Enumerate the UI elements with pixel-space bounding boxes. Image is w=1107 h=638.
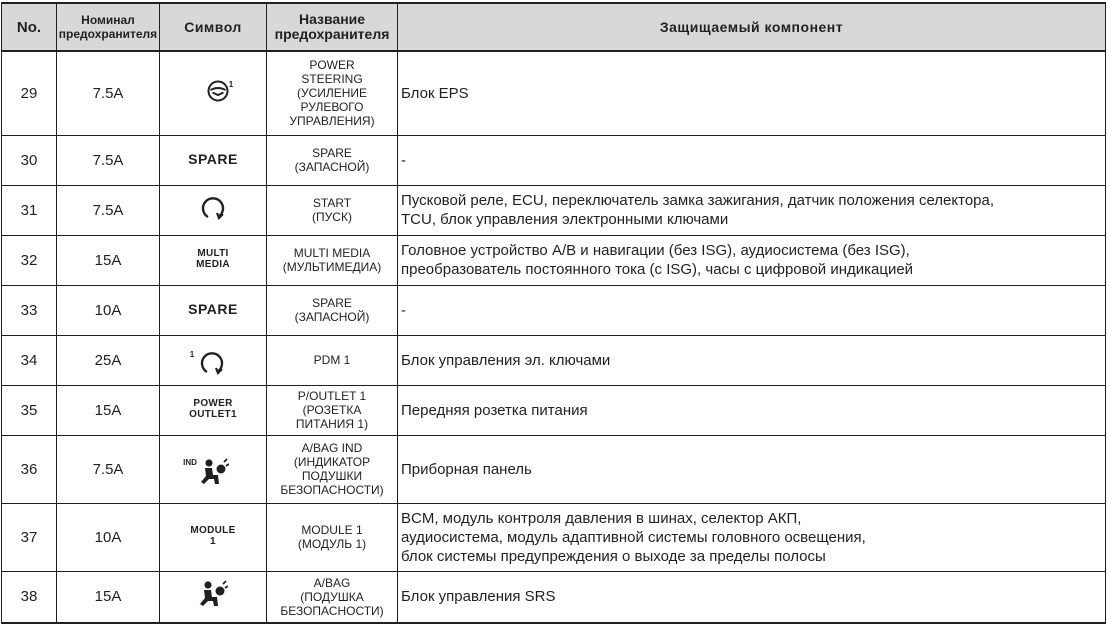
table-row — [2, 235, 1106, 285]
fuse-rating: 7.5A — [57, 185, 160, 235]
table-row — [2, 135, 1106, 185]
symbol-text: SPARE — [188, 301, 238, 317]
steering-wheel-icon — [207, 80, 229, 102]
protected-component — [398, 571, 1106, 623]
fuse-name-line: STEERING — [301, 72, 363, 87]
fuse-number: 29 — [2, 51, 57, 135]
symbol-line: MULTI — [197, 248, 229, 259]
fuse-number: 35 — [2, 385, 57, 435]
fuse-symbol — [160, 385, 267, 435]
fuse-number: 30 — [2, 135, 57, 185]
table-row — [2, 435, 1106, 503]
header-rating-line2: предохранителя — [58, 27, 158, 41]
fuse-symbol — [160, 235, 267, 285]
fuse-name-line: ПИТАНИЯ 1) — [295, 417, 369, 431]
fuse-name-line: (ПОДУШКА — [300, 589, 364, 604]
airbag-indicator-icon — [199, 458, 229, 486]
symbol-text — [189, 398, 237, 420]
fuse-name-line: SPARE — [312, 146, 352, 160]
component-line: Пусковой реле, ECU, переключатель замка зажигания, датчик положения селектора, — [401, 192, 995, 209]
fuse-symbol — [160, 435, 267, 503]
fuse-number: 31 — [2, 185, 57, 235]
fuse-name-line: PDM 1 — [313, 353, 351, 367]
fuse-name-line: (ПУСК) — [312, 210, 352, 224]
fuse-symbol — [160, 185, 267, 235]
fuse-name-line: БЕЗОПАСНОСТИ) — [280, 603, 384, 618]
fuse-rating: 15A — [57, 235, 160, 285]
fuse-name-line: (МУЛЬТИМЕДИА) — [282, 260, 382, 274]
fuse-name-line: A/BAG — [313, 575, 351, 590]
fuse-name-line: START — [312, 196, 352, 210]
fuse-name-line: (ЗАПАСНОЙ) — [294, 160, 370, 174]
symbol-line: OUTLET1 — [189, 409, 237, 420]
fuse-name-line: (ЗАПАСНОЙ) — [294, 310, 370, 324]
symbol-text — [196, 248, 230, 270]
symbol-line: POWER — [193, 398, 233, 409]
protected-component — [398, 385, 1106, 435]
fuse-name — [267, 335, 398, 385]
fuse-rating: 10A — [57, 503, 160, 571]
symbol-text: SPARE — [188, 151, 238, 167]
fuse-rating: 7.5A — [57, 51, 160, 135]
component-line: аудиосистема, модуль адаптивной системы головного освещения, — [401, 528, 866, 546]
symbol-line: MODULE — [190, 525, 236, 536]
fuse-symbol — [160, 285, 267, 335]
table-row — [2, 385, 1106, 435]
pdm-icon — [198, 350, 226, 376]
header-name-line2: предохранителя — [274, 26, 390, 42]
fuse-name — [267, 135, 398, 185]
fuse-number: 32 — [2, 235, 57, 285]
protected-component — [398, 285, 1106, 335]
fuse-name-line: (ИНДИКАТОР — [293, 455, 371, 469]
fuse-name-line: P/OUTLET 1 — [297, 389, 367, 403]
fuse-name-line: SPARE — [312, 296, 352, 310]
protected-component — [398, 503, 1106, 571]
fuse-rating: 15A — [57, 571, 160, 623]
fuse-name-line: ПОДУШКИ — [301, 469, 363, 483]
symbol-text — [190, 525, 235, 547]
component-line: BCM, модуль контроля давления в шинах, селектор АКП, — [401, 509, 802, 527]
table-row — [2, 51, 1106, 135]
fuse-name-line: УПРАВЛЕНИЯ) — [289, 114, 375, 129]
component-line: - — [401, 301, 406, 319]
fuse-name-line: A/BAG IND — [301, 441, 363, 455]
fuse-number: 37 — [2, 503, 57, 571]
table-row — [2, 571, 1106, 623]
header-name-line1: Название — [298, 11, 366, 27]
component-line: Блок управления эл. ключами — [401, 351, 611, 369]
symbol-superscript: 1 — [228, 79, 234, 89]
airbag-icon — [198, 580, 228, 608]
table-row — [2, 285, 1106, 335]
fuse-number: 33 — [2, 285, 57, 335]
header-rating — [57, 3, 160, 51]
fuse-name — [267, 435, 398, 503]
component-line: блок системы предупреждения о выходе за пределы полосы — [401, 547, 826, 565]
fuse-number: 36 — [2, 435, 57, 503]
protected-component — [398, 135, 1106, 185]
fuse-rating: 7.5A — [57, 135, 160, 185]
fuse-rating: 7.5A — [57, 435, 160, 503]
fuse-symbol — [160, 503, 267, 571]
fuse-symbol — [160, 571, 267, 623]
fuse-name — [267, 503, 398, 571]
fuse-name — [267, 285, 398, 335]
protected-component — [398, 185, 1106, 235]
header-no: No. — [2, 3, 57, 51]
table-row — [2, 503, 1106, 571]
component-line: преобразователь постоянного тока (с ISG), часы с цифровой индикацией — [401, 261, 914, 278]
fuse-name-line: (РОЗЕТКА — [302, 403, 362, 417]
symbol-superscript: 1 — [189, 350, 195, 359]
fuse-rating: 15A — [57, 385, 160, 435]
fuse-name-line: БЕЗОПАСНОСТИ) — [280, 483, 384, 497]
component-line: Передняя розетка питания — [401, 401, 588, 419]
header-row — [2, 3, 1106, 51]
fuse-number: 34 — [2, 335, 57, 385]
table-row — [2, 335, 1106, 385]
protected-component — [398, 335, 1106, 385]
fuse-name-line: MODULE 1 — [301, 523, 363, 537]
fuse-name-line: MULTI MEDIA — [293, 246, 371, 260]
fuse-name — [267, 185, 398, 235]
protected-component — [398, 51, 1106, 135]
component-line: Головное устройство A/B и навигации (без ISG), аудиосистема (без ISG), — [401, 242, 910, 259]
fuse-name — [267, 235, 398, 285]
fuse-name — [267, 385, 398, 435]
fuse-symbol — [160, 335, 267, 385]
header-symbol: Символ — [160, 3, 267, 51]
fuse-name-line: (МОДУЛЬ 1) — [297, 537, 367, 551]
fuse-symbol — [160, 135, 267, 185]
fuse-name — [267, 571, 398, 623]
symbol-line: MEDIA — [196, 259, 230, 270]
component-line: - — [401, 151, 406, 169]
component-line: TCU, блок управления электронными ключами — [401, 211, 729, 228]
fuse-number: 38 — [2, 571, 57, 623]
header-rating-line1: Номинал — [81, 13, 135, 27]
fuse-name — [267, 51, 398, 135]
component-line: Приборная панель — [401, 460, 532, 478]
header-name — [267, 3, 398, 51]
fuse-name-line: POWER — [309, 58, 355, 73]
fuse-name-line: (УСИЛЕНИЕ — [296, 86, 368, 101]
protected-component — [398, 235, 1106, 285]
header-component: Защищаемый компонент — [398, 3, 1106, 51]
start-icon — [199, 195, 227, 221]
fuse-name-line: РУЛЕВОГО — [300, 100, 364, 115]
component-line: Блок EPS — [401, 84, 469, 102]
fuse-symbol — [160, 51, 267, 135]
table-row — [2, 185, 1106, 235]
fuse-rating: 10A — [57, 285, 160, 335]
protected-component — [398, 435, 1106, 503]
fuse-rating: 25A — [57, 335, 160, 385]
fuse-table — [1, 2, 1106, 624]
component-line: Блок управления SRS — [401, 588, 556, 606]
symbol-superscript: IND — [183, 458, 197, 467]
symbol-line: 1 — [210, 536, 216, 547]
